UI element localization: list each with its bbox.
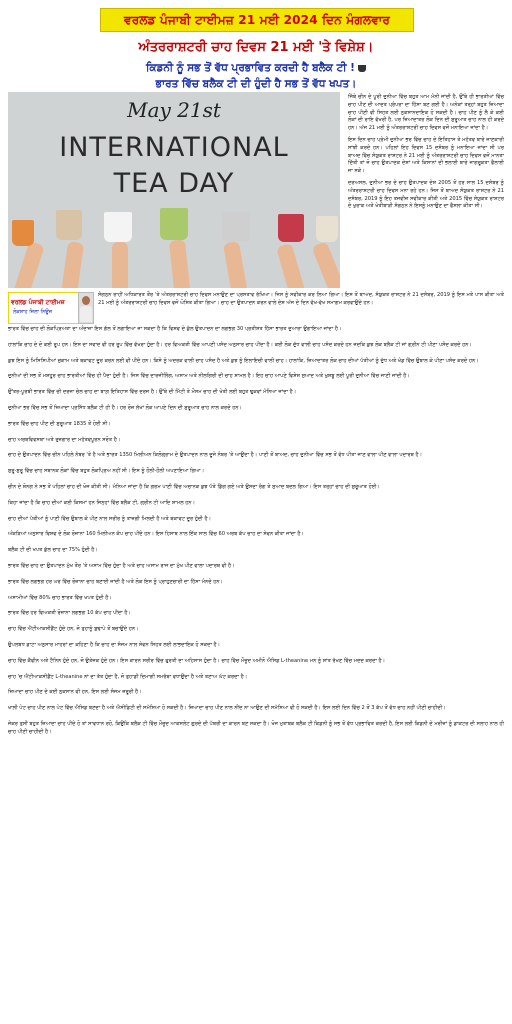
body-paragraph: ਚਾਹ ਦੇ ਉਤਪਾਦਨ ਵਿੱਚ ਚੀਨ ਪਹਿਲੇ ਨੰਬਰ 'ਤੇ ਹੈ ਅਤੇ ਭਾਰਤ 1350 ਮਿਲੀਅਨ ਕਿਲੋਗ੍ਰਾਮ ਦੇ ਉਤਪਾਦਨ ਨਾਲ ਦੂਜੇ ਨੰਬਰ 'ਤੇ ਆਉਂਦਾ ਹੈ। ਪਾਣੀ ਤੋਂ ਬਾਅਦ, ਚਾਹ ਦੁਨੀਆ ਵਿੱਚ ਸਭ ਤੋਂ ਵੱਧ ਪੀਤਾ ਜਾਣ ਵਾਲਾ ਪੀਣ ਵਾਲਾ ਪਦਾਰਥ ਹੈ।	[8, 452, 423, 459]
side-column	[348, 94, 504, 215]
tea-day-illustration	[8, 92, 340, 288]
illustration-title-2: TEA DAY	[113, 168, 235, 199]
author-avatar	[78, 292, 94, 324]
mug-grey	[222, 212, 250, 242]
publication-badge	[8, 292, 80, 324]
body-paragraph: ਭਾਰਤ ਵਿੱਚ ਲਗਭਗ ਹਰ ਘਰ ਵਿੱਚ ਰੋਜ਼ਾਨਾ ਚਾਹ ਬਣਾਈ ਜਾਂਦੀ ਹੈ ਅਤੇ ਲੋਕ ਇਸ ਨੂੰ ਪ੍ਰਾਹੁਣਚਾਰੀ ਦਾ ਹਿੱਸਾ ਮੰਨਦੇ ਹਨ।	[8, 578, 223, 585]
hand-arm	[311, 241, 340, 288]
body-paragraph: ਭਾਰਤ ਵਿੱਚ ਚਾਹ ਦੀ ਲੋਕਪ੍ਰਿਅਤਾ ਦਾ ਅੰਦਾਜ਼ਾ ਇਸ ਗੱਲ ਤੋਂ ਲਗਾਇਆ ਜਾ ਸਕਦਾ ਹੈ ਕਿ ਵਿਸ਼ਵ ਦੇ ਕੁੱਲ ਉਤਪਾਦਨ ਦਾ ਲਗਭਗ 30 ਪ੍ਰਤੀਸ਼ਤ ਹਿੱਸਾ ਭਾਰਤ ਦੁਆਰਾ ਉਗਾਇਆ ਜਾਂਦਾ ਹੈ।	[8, 326, 342, 332]
headline-sub-1: ਕਿਡਨੀ ਨੂੰ ਸਭ ਤੋਂ ਵੱਧ ਪ੍ਰਭਾਵਿਤ ਕਰਦੀ ਹੈ ਬਲੈਕ ਟੀ !	[0, 62, 512, 75]
body-paragraph: ਚੀਨ ਦੇ ਸ਼ੋਨਗ ਨੇ ਸਭ ਤੋਂ ਪਹਿਲਾਂ ਚਾਹ ਦੀ ਖੋਜ ਕੀਤੀ ਸੀ। ਮੰਨਿਆ ਜਾਂਦਾ ਹੈ ਕਿ ਗਰਮ ਪਾਣੀ ਵਿੱਚ ਅਚਾਨਕ ਕੁਝ ਪੱਤੇ ਡਿੱਗ ਗਏ ਅਤੇ ਉਸਦਾ ਰੰਗ ਤੇ ਸੁਆਦ ਬਦਲ ਗਿਆ। ਇਸ ਤਰ੍ਹਾਂ ਚਾਹ ਦੀ ਸ਼ੁਰੂਆਤ ਹੋਈ।	[8, 483, 380, 490]
body-paragraph: ਖਾਲੀ ਪੇਟ ਚਾਹ ਪੀਣ ਨਾਲ ਪੇਟ ਵਿੱਚ ਐਸਿਡ ਬਣਦਾ ਹੈ ਅਤੇ ਐਸੀਡਿਟੀ ਦੀ ਸਮੱਸਿਆ ਹੋ ਸਕਦੀ ਹੈ। ਜ਼ਿਆਦਾ ਚਾਹ ਪੀਣ ਨਾਲ ਨੀਂਦ ਨਾ ਆਉਣ ਦੀ ਸਮੱਸਿਆ ਵੀ ਹੋ ਸਕਦੀ ਹੈ। ਇਸ ਲਈ ਦਿਨ ਵਿੱਚ 2 ਤੋਂ 3 ਕੱਪ ਤੋਂ ਵੱਧ ਚਾਹ ਨਹੀਂ ਪੀਣੀ ਚਾਹੀਦੀ।	[8, 705, 446, 712]
badge-sub: ਲੋਕਸ਼ਾਹ ਜ਼ਿਲਾ ਨਿਊਜ਼	[13, 309, 53, 315]
hand-arm	[223, 241, 249, 288]
hand-arm	[60, 241, 84, 288]
body-paragraph: ਚਾਹ ਦੀਆਂ ਪੱਤੀਆਂ ਨੂੰ ਪਾਣੀ ਵਿੱਚ ਉਬਾਲ ਕੇ ਪੀਣ ਨਾਲ ਸਰੀਰ ਨੂੰ ਤਾਜ਼ਗੀ ਮਿਲਦੀ ਹੈ ਅਤੇ ਥਕਾਵਟ ਦੂਰ ਹੁੰਦੀ ਹੈ।	[8, 515, 212, 522]
body-paragraph: ਉਪਲਬਧ ਡਾਟਾ ਅਨੁਸਾਰ ਮਾਹਰਾਂ ਦਾ ਕਹਿਣਾ ਹੈ ਕਿ ਚਾਹ ਦਾ ਸੰਜਮ ਨਾਲ ਸੇਵਨ ਸਿਹਤ ਲਈ ਲਾਭਦਾਇਕ ਹੋ ਸਕਦਾ ਹੈ।	[8, 641, 221, 648]
illustration-title-1: INTERNATIONAL	[59, 132, 289, 163]
body-paragraph: ਚਾਹ ਵਿੱਚ ਕੈਫੀਨ ਅਤੇ ਟੈਨਿਨ ਹੁੰਦੇ ਹਨ, ਜੋ ਉਤੇਜਕ ਹੁੰਦੇ ਹਨ। ਇਸ ਕਾਰਨ ਸਰੀਰ ਵਿੱਚ ਫੁਰਤੀ ਦਾ ਅਹਿਸਾਸ ਹੁੰਦਾ ਹੈ। ਚਾਹ ਵਿੱਚ ਮੌਜੂਦ ਅਮੀਨੋ ਐਸਿਡ L-theanine ਮਨ ਨੂੰ ਸ਼ਾਂਤ ਰੱਖਣ ਵਿੱਚ ਮਦਦ ਕਰਦਾ ਹੈ।	[8, 657, 386, 664]
body-paragraph: ਬਲੈਕ ਟੀ ਦੀ ਖਪਤ ਕੁੱਲ ਚਾਹ ਦਾ 75% ਹੁੰਦੀ ਹੈ।	[8, 547, 98, 554]
body-paragraph: ਹਾਲਾਂਕਿ ਚਾਹ ਦੇ ਦੋ ਕਈ ਰੂਪ ਹਨ। ਇਸ ਦਾ ਸਵਾਦ ਵੀ ਹਰ ਰੂਪ ਵਿੱਚ ਵੱਖਰਾ ਹੁੰਦਾ ਹੈ। ਹਰ ਵਿਅਕਤੀ ਵਿੱਚ ਆਪਣੀ ਪਸੰਦ ਅਨੁਸਾਰ ਚਾਹ ਪੀਂਦਾ ਹੈ। ਕਈ ਲੋਕ ਦੁੱਧ ਵਾਲੀ ਚਾਹ ਪਸੰਦ ਕਰਦੇ ਹਨ ਜਦਕਿ ਕੁਝ ਲੋਕ ਬਲੈਕ ਟੀ ਜਾਂ ਗ੍ਰੀਨ ਟੀ ਪੀਣਾ ਪਸੰਦ ਕਰਦੇ ਹਨ।	[8, 341, 472, 348]
body-paragraph: ਕੁਝ ਇਸ ਨੂੰ ਮਿਸਿਸਿਪੀਆਂ ਜ਼ੁਕਾਮ ਅਤੇ ਥਕਾਵਟ ਦੂਰ ਕਰਨ ਲਈ ਵੀ ਪੀਂਦੇ ਹਨ। ਕਿਸੇ ਨੂੰ ਅਦਰਕ ਵਾਲੀ ਚਾਹ ਪਸੰਦ ਹੈ ਅਤੇ ਕੁਝ ਨੂੰ ਇਲਾਇਚੀ ਵਾਲੀ ਚਾਹ। ਹਾਲਾਂਕਿ, ਜ਼ਿਆਦਾਤਰ ਲੋਕ ਚਾਹ ਦੀਆਂ ਪੱਤੀਆਂ ਨੂੰ ਦੁੱਧ ਅਤੇ ਖੰਡ ਵਿੱਚ ਉਬਾਲ ਕੇ ਪੀਣਾ ਪਸੰਦ ਕਰਦੇ ਹਨ।	[8, 357, 479, 364]
side-paragraph: ਜਿੱਥੇ ਚੀਨ ਦੇ ਪੂਰੀ ਦੁਨੀਆ ਵਿੱਚ ਬਹੁਤ ਆਮ ਮੰਨੀ ਜਾਂਦੀ ਹੈ, ਉੱਥੇ ਹੀ ਭਾਰਤੀਆਂ ਵਿੱਚ ਚਾਹ ਪੀਣ ਦੀ ਆਦਤ ਪ੍ਰੰਪਰਾ ਦਾ ਹਿੱਸਾ ਬਣ ਗਈ ਹੈ। ਅਨੇਕਾਂ ਤਰ੍ਹਾਂ ਬਹੁਤ ਜ਼ਿਆਦਾ ਚਾਹ ਪੀਣੀ ਵੀ ਸਿਹਤ ਲਈ ਨੁਕਸਾਨਦਾਇਕ ਹੋ ਸਕਦੀ ਹੈ। ਚਾਹ ਪੀਣ ਨੂੰ ਲੈ ਕੇ ਕਈ ਲੋਕਾਂ ਦੀ ਰਾਇ ਵੱਖਰੀ ਹੈ, ਪਰ ਜ਼ਿਆਦਾਤਰ ਲੋਕ ਦਿਨ ਦੀ ਸ਼ੁਰੂਆਤ ਚਾਹ ਨਾਲ ਹੀ ਕਰਦੇ ਹਨ। ਅੱਜ 21 ਮਈ ਨੂੰ ਅੰਤਰਰਾਸ਼ਟਰੀ ਚਾਹ ਦਿਵਸ ਵਜੋਂ ਮਨਾਇਆ ਜਾਂਦਾ ਹੈ।	[348, 94, 504, 132]
body-paragraph: ਭਾਰਤ ਵਿੱਚ ਚਾਹ ਦਾ ਉਤਪਾਦਨ ਮੁੱਖ ਤੌਰ 'ਤੇ ਅਸਾਮ ਵਿੱਚ ਹੁੰਦਾ ਹੈ ਅਤੇ ਚਾਹ ਅਸਾਮ ਰਾਜ ਦਾ ਮੁੱਖ ਪੀਣ ਵਾਲਾ ਪਦਾਰਥ ਵੀ ਹੈ।	[8, 562, 235, 569]
body-paragraph: ਉੱਤਰ-ਪੂਰਬੀ ਭਾਰਤ ਵਿੱਚ ਚੀ ਦਰਜਾ ਚੇਲ ਚਾਹ ਦਾ ਬਾਗ਼ ਇਤਿਹਾਸ ਵਿੱਚ ਦਰਜ ਹੈ। ਉੱਥੇ ਦੀ ਮਿੱਟੀ ਤੇ ਮੌਸਮ ਚਾਹ ਦੀ ਖੇਤੀ ਲਈ ਬਹੁਤ ਢੁਕਵਾਂ ਮੰਨਿਆ ਜਾਂਦਾ ਹੈ।	[8, 389, 297, 396]
body-paragraph: ਅਸਾਮੀਆਂ ਵਿੱਚ 80% ਚਾਹ ਭਾਰਤ ਵਿੱਚ ਖਪਤ ਹੁੰਦੀ ਹੈ।	[8, 594, 112, 601]
body-paragraph: ਚਾਹ 'ਚ ਐਂਟੀਆਕਸੀਡੈਂਟ L-theanine ਨਾਂ ਦਾ ਤੱਤ ਹੁੰਦਾ ਹੈ, ਜੋ ਤੁਹਾਡੀ ਦਿਮਾਗੀ ਸਮਰੱਥਾ ਵਧਾਉਂਦਾ ਹੈ ਅਤੇ ਤਣਾਅ ਘੱਟ ਕਰਦਾ ਹੈ।	[8, 673, 248, 680]
masthead-banner	[100, 8, 414, 32]
hand-arm	[169, 239, 191, 288]
hand-arm	[112, 242, 128, 288]
body-paragraph: ਭਾਰਤ ਵਿੱਚ ਚਾਹ ਪੀਣ ਦੀ ਸ਼ੁਰੂਆਤ 1835 ਤੋਂ ਹੋਈ ਸੀ।	[8, 420, 111, 427]
body-paragraph: ਅੰਕੜਿਆਂ ਅਨੁਸਾਰ ਵਿਸ਼ਵ ਦੇ ਲੋਕ ਰੋਜ਼ਾਨਾ 160 ਮਿਲੀਅਨ ਕੱਪ ਚਾਹ ਪੀਂਦੇ ਹਨ। ਇਸ ਹਿਸਾਬ ਨਾਲ ਇੱਕ ਸਾਲ ਵਿੱਚ 60 ਅਰਬ ਕੱਪ ਚਾਹ ਦਾ ਸੇਵਨ ਕੀਤਾ ਜਾਂਦਾ ਹੈ।	[8, 531, 304, 538]
avatar-head	[82, 296, 90, 305]
mug-green	[160, 208, 188, 240]
body-paragraph: ਦੁਨੀਆ ਭਰ ਵਿੱਚ ਸਭ ਤੋਂ ਜ਼ਿਆਦਾ ਪ੍ਰਸਿੱਧ ਬਲੈਕ ਟੀ ਹੀ ਹੈ। ਹਰ ਰੋਜ਼ ਲੱਖਾਂ ਲੋਕ ਆਪਣੇ ਦਿਨ ਦੀ ਸ਼ੁਰੂਆਤ ਚਾਹ ਨਾਲ ਕਰਦੇ ਹਨ।	[8, 404, 242, 411]
headline-sub-2: ਭਾਰਤ ਵਿੱਚ ਬਲੈਕ ਟੀ ਦੀ ਹੁੰਦੀ ਹੈ ਸਭ ਤੋਂ ਵੱਧ ਖਪਤ।	[155, 78, 357, 90]
body-paragraph: ਜੇਕਰ ਤੁਸੀਂ ਬਹੁਤ ਜ਼ਿਆਦਾ ਚਾਹ ਪੀਂਦੇ ਹੋ ਤਾਂ ਸਾਵਧਾਨ ਰਹੋ, ਕਿਉਂਕਿ ਬਲੈਕ ਟੀ ਵਿੱਚ ਮੌਜੂਦ ਆਕਸਲੇਟ ਗੁਰਦੇ ਦੀ ਪੱਥਰੀ ਦਾ ਕਾਰਨ ਬਣ ਸਕਦਾ ਹੈ। ਖੋਜ ਮੁਤਾਬਕ ਬਲੈਕ ਟੀ ਕਿਡਨੀ ਨੂੰ ਸਭ ਤੋਂ ਵੱਧ ਪ੍ਰਭਾਵਿਤ ਕਰਦੀ ਹੈ, ਇਸ ਲਈ ਕਿਡਨੀ ਦੇ ਮਰੀਜ਼ਾਂ ਨੂੰ ਡਾਕਟਰ ਦੀ ਸਲਾਹ ਨਾਲ ਹੀ ਚਾਹ ਪੀਣੀ ਚਾਹੀਦੀ ਹੈ।	[8, 720, 504, 735]
badge-name: ਵਰਲਡ ਪੰਜਾਬੀ ਟਾਈਮਜ਼	[11, 299, 65, 306]
side-paragraph: ਦਰਅਸਲ, ਦੁਨੀਆ ਭਰ ਦੇ ਚਾਹ ਉਤਪਾਦਕ ਦੇਸ਼ 2005 ਤੋਂ ਹਰ ਸਾਲ 15 ਦਸੰਬਰ ਨੂੰ ਅੰਤਰਰਾਸ਼ਟਰੀ ਚਾਹ ਦਿਵਸ ਮਨਾ ਰਹੇ ਹਨ। ਜਿਸ ਤੋਂ ਬਾਅਦ ਸੰਯੁਕਤ ਰਾਸ਼ਟਰ ਨੇ 21 ਦਸੰਬਰ, 2019 ਨੂੰ ਇਹ ਤਜਵੀਜ਼ ਸਵੀਕਾਰ ਕੀਤੀ ਅਤੇ 2015 ਵਿੱਚ ਸੰਯੁਕਤ ਰਾਸ਼ਟਰ ਦੇ ਖੁਰਾਕ ਅਤੇ ਖੇਤੀਬਾੜੀ ਸੰਗਠਨ ਨੇ ਇਸਨੂੰ ਮਨਾਉਣ ਦਾ ਫੈਸਲਾ ਕੀਤਾ ਸੀ।	[348, 179, 504, 210]
mug-orange	[12, 220, 34, 246]
lead-paragraph: ਸੰਗਠਨ ਰਾਹੀਂ ਅਧਿਕਾਰਤ ਤੌਰ 'ਤੇ ਅੰਤਰਰਾਸ਼ਟਰੀ ਚਾਹ ਦਿਵਸ ਮਨਾਉਣ ਦਾ ਪ੍ਰਸਤਾਵ ਰੱਖਿਆ। ਜਿਸ ਨੂੰ ਸਵੀਕਾਰ ਕਰ ਲਿਆ ਗਿਆ। ਇਸ ਤੋਂ ਬਾਅਦ, ਸੰਯੁਕਤ ਰਾਸ਼ਟਰ ਨੇ 21 ਦਸੰਬਰ, 2019 ਨੂੰ ਇਸ ਮਤੇ ਪਾਸ ਕੀਤਾ ਅਤੇ 21 ਮਈ ਨੂੰ ਅੰਤਰਰਾਸ਼ਟਰੀ ਚਾਹ ਦਿਵਸ ਵਜੋਂ ਘੋਸ਼ਿਤ ਕੀਤਾ ਗਿਆ। ਚਾਹ ਦਾ ਉਤਪਾਦਨ ਕਰਨ ਵਾਲੇ ਦੇਸ਼ ਅੱਜ ਦੇ ਦਿਨ ਵੱਖ-ਵੱਖ ਸਮਾਗਮ ਕਰਵਾਉਂਦੇ ਹਨ।	[98, 292, 504, 306]
illustration-date: May 21st	[127, 98, 221, 122]
tea-cup-icon	[358, 65, 366, 72]
masthead-title: ਵਰਲਡ ਪੰਜਾਬੀ ਟਾਈਮਜ਼ 21 ਮਈ 2024 ਦਿਨ ਮੰਗਲਵਾਰ	[124, 12, 390, 27]
side-paragraph: ਇਸ ਦਿਨ ਚਾਹ ਪ੍ਰੇਮੀ ਦੁਨੀਆ ਭਰ ਵਿੱਚ ਚਾਹ ਦੇ ਇਤਿਹਾਸ ਤੇ ਮਹੱਤਵ ਬਾਰੇ ਜਾਣਕਾਰੀ ਸਾਂਝੀ ਕਰਦੇ ਹਨ। ਪਹਿਲਾਂ ਇਹ ਦਿਵਸ 15 ਦਸੰਬਰ ਨੂੰ ਮਨਾਇਆ ਜਾਂਦਾ ਸੀ ਪਰ ਬਾਅਦ ਵਿੱਚ ਸੰਯੁਕਤ ਰਾਸ਼ਟਰ ਨੇ 21 ਮਈ ਨੂੰ ਅੰਤਰਰਾਸ਼ਟਰੀ ਚਾਹ ਦਿਵਸ ਵਜੋਂ ਮਾਨਤਾ ਦਿੱਤੀ ਤਾਂ ਜੋ ਚਾਹ ਉਤਪਾਦਕ ਦੇਸ਼ਾਂ ਅਤੇ ਕਿਸਾਨਾਂ ਦੀ ਭਲਾਈ ਬਾਰੇ ਜਾਗਰੂਕਤਾ ਫੈਲਾਈ ਜਾ ਸਕੇ।	[348, 136, 504, 175]
hand-arm	[11, 241, 45, 288]
mug-beige	[56, 210, 82, 240]
body-paragraph: ਕਿਹਾ ਜਾਂਦਾ ਹੈ ਕਿ ਚਾਹ ਦੀਆਂ ਕਈ ਕਿਸਮਾਂ ਹਨ ਜਿਨ੍ਹਾਂ ਵਿੱਚ ਬਲੈਕ ਟੀ, ਗ੍ਰੀਨ ਟੀ ਆਦਿ ਸ਼ਾਮਲ ਹਨ।	[8, 499, 196, 506]
body-paragraph: ਸ਼ੁਰੂ-ਸ਼ੁਰੂ ਵਿੱਚ ਚਾਹ ਸਥਾਨਕ ਲੋਕਾਂ ਵਿੱਚ ਬਹੁਤ ਲੋਕਪ੍ਰਿਅ ਨਹੀਂ ਸੀ। ਇਸ ਨੂੰ ਹੌਲੀ-ਹੌਲੀ ਅਪਣਾਇਆ ਗਿਆ।	[8, 468, 205, 475]
article-body	[8, 326, 504, 745]
body-paragraph: ਦੁਨੀਆਂ ਦੀ ਸਭ ਤੋਂ ਮਸ਼ਹੂਰ ਚਾਹ ਭਾਰਤੀਆਂ ਵਿੱਚ ਹੀ ਪੈਦਾ ਹੁੰਦੀ ਹੈ। ਜਿਸ ਵਿੱਚ ਦਾਰਜੀਲਿੰਗ, ਅਸਾਮ ਅਤੇ ਨੀਲਗਿਰੀ ਦੀ ਚਾਹ ਸ਼ਾਮਲ ਹੈ। ਇਹ ਚਾਹ ਆਪਣੇ ਵਿਸ਼ੇਸ਼ ਸੁਆਦ ਅਤੇ ਖੁਸ਼ਬੂ ਲਈ ਪੂਰੀ ਦੁਨੀਆ ਵਿੱਚ ਜਾਣੀ ਜਾਂਦੀ ਹੈ।	[8, 373, 410, 380]
mug-cream	[316, 216, 338, 242]
body-paragraph: ਚਾਹ ਅਰਥਵਿਵਸਥਾ ਅਤੇ ਰੁਜ਼ਗਾਰ ਦਾ ਮਹੱਤਵਪੂਰਨ ਸਰੋਤ ਹੈ।	[8, 436, 121, 443]
body-paragraph: ਜ਼ਿਆਦਾ ਚਾਹ ਪੀਣ ਦੇ ਕਈ ਨੁਕਸਾਨ ਵੀ ਹਨ, ਇਸ ਲਈ ਸੰਜਮ ਜ਼ਰੂਰੀ ਹੈ।	[8, 689, 142, 696]
body-paragraph: ਚਾਹ ਵਿੱਚ ਐਂਟੀਆਕਸੀਡੈਂਟ ਹੁੰਦੇ ਹਨ, ਜੋ ਤੁਹਾਨੂੰ ਬੁਢਾਪੇ ਤੋਂ ਬਚਾਉਂਦੇ ਹਨ।	[8, 626, 139, 633]
avatar-body	[80, 306, 92, 322]
headline-main: ਅੰਤਰਰਾਸ਼ਟਰੀ ਚਾਹ ਦਿਵਸ 21 ਮਈ 'ਤੇ ਵਿਸ਼ੇਸ਼।	[138, 40, 374, 55]
body-paragraph: ਭਾਰਤ ਵਿੱਚ ਹਰ ਵਿਅਕਤੀ ਰੋਜ਼ਾਨਾ ਲਗਭਗ 10 ਕੱਪ ਚਾਹ ਪੀਂਦਾ ਹੈ।	[8, 610, 131, 617]
mug-white	[104, 212, 132, 242]
hand-arm	[276, 243, 308, 288]
mug-red	[278, 214, 304, 242]
